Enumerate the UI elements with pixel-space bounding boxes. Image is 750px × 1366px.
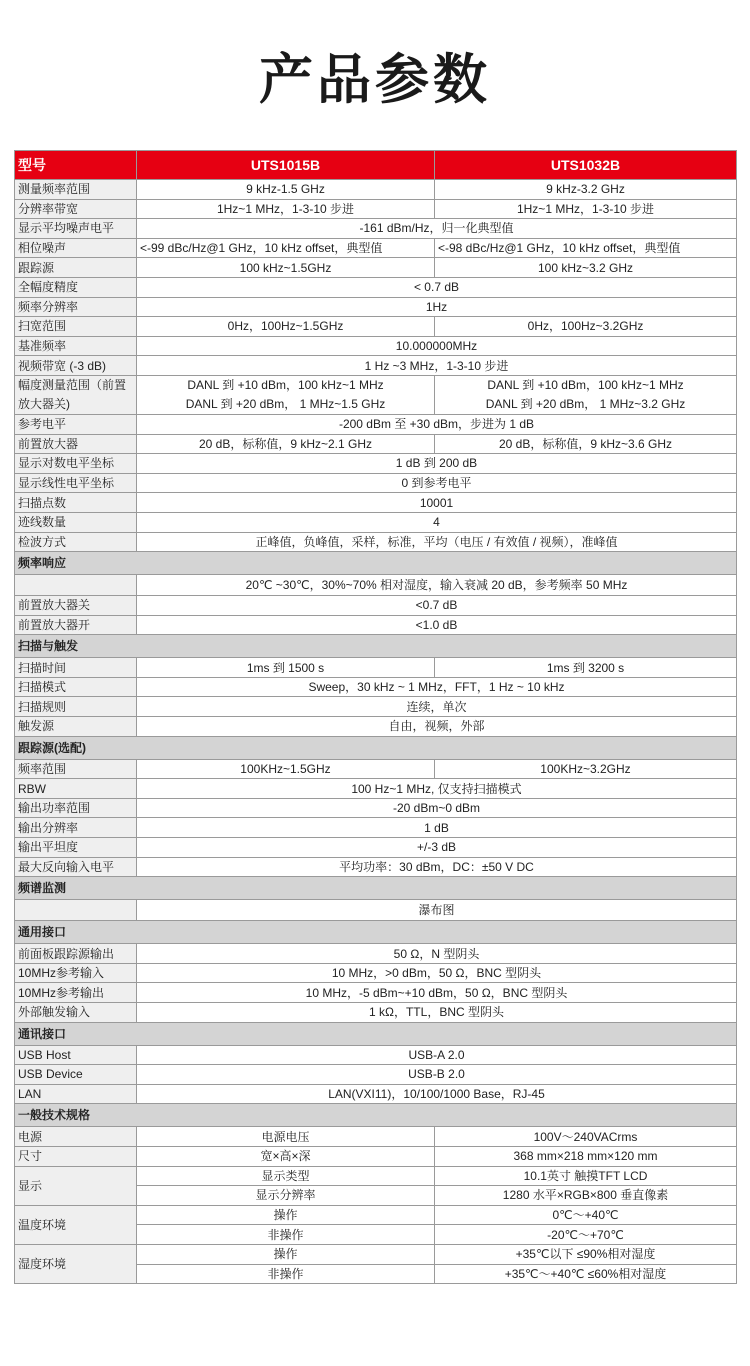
row-value: 1 dB: [137, 818, 737, 838]
table-row: [15, 199, 737, 219]
section-header-frequency-response: [15, 552, 737, 575]
row-value-uts1032b: 100 kHz~3.2 GHz: [435, 258, 737, 278]
row-label: [15, 575, 137, 596]
row-value: +/-3 dB: [137, 838, 737, 858]
row-value-uts1032b: 100KHz~3.2GHz: [435, 759, 737, 779]
row-value-uts1032b: 1Hz~1 MHz，1-3-10 步进: [435, 199, 737, 219]
row-value: 1 kΩ，TTL，BNC 型阴头: [137, 1003, 737, 1023]
table-row: [15, 779, 737, 799]
row-value: 10.000000MHz: [137, 336, 737, 356]
table-row: [15, 1003, 737, 1023]
table-header-row: [15, 151, 737, 180]
row-label: 输出分辨率: [15, 818, 137, 838]
row-label: 视频带宽 (-3 dB): [15, 356, 137, 376]
row-sublabel: 操作: [137, 1205, 435, 1225]
row-label: 测量频率范围: [15, 180, 137, 200]
section-title: 一般技术规格: [15, 1104, 737, 1127]
section-header-sweep-trigger: [15, 635, 737, 658]
row-label: 基准频率: [15, 336, 137, 356]
row-value-uts1032b: [435, 375, 737, 414]
header-model-label: 型号: [15, 151, 137, 180]
row-label: 外部触发输入: [15, 1003, 137, 1023]
row-value: 50 Ω，N 型阴头: [137, 944, 737, 964]
table-row: [15, 575, 737, 596]
row-label: 频率范围: [15, 759, 137, 779]
row-value-uts1015b: [137, 375, 435, 414]
spec-table: [14, 150, 737, 1284]
row-label: 最大反向输入电平: [15, 857, 137, 877]
row-sublabel: 宽×高×深: [137, 1146, 435, 1166]
table-row: [15, 336, 737, 356]
row-value: -200 dBm 至 +30 dBm，步进为 1 dB: [137, 414, 737, 434]
table-row: [15, 900, 737, 921]
row-label: 扫描点数: [15, 493, 137, 513]
row-label-line: 放大器关): [18, 396, 70, 411]
row-value: -20 dBm~0 dBm: [137, 798, 737, 818]
section-title: 频谱监测: [15, 877, 737, 900]
row-value: <0.7 dB: [137, 596, 737, 616]
section-header-spectrum-monitoring: [15, 877, 737, 900]
value-line: DANL 到 +10 dBm，100 kHz~1 MHz: [487, 377, 684, 392]
value-line: DANL 到 +10 dBm，100 kHz~1 MHz: [187, 377, 384, 392]
table-row: [15, 759, 737, 779]
row-value: Sweep，30 kHz ~ 1 MHz，FFT，1 Hz ~ 10 kHz: [137, 677, 737, 697]
row-value: -161 dBm/Hz，归一化典型值: [137, 219, 737, 239]
table-row: [15, 277, 737, 297]
value-line: DANL 到 +20 dBm， 1 MHz~3.2 GHz: [485, 396, 686, 411]
row-sublabel: 非操作: [137, 1225, 435, 1245]
table-row: [15, 1166, 737, 1186]
table-row: [15, 1065, 737, 1085]
header-model-uts1015b: UTS1015B: [137, 151, 435, 180]
table-row: [15, 658, 737, 678]
row-label: 前置放大器: [15, 434, 137, 454]
row-label: 迹线数量: [15, 512, 137, 532]
row-label: [15, 375, 137, 414]
row-value-uts1015b: 0Hz，100Hz~1.5GHz: [137, 317, 435, 337]
row-label: 扫描规则: [15, 697, 137, 717]
row-value: 100V～240VACrms: [435, 1127, 737, 1147]
table-row: [15, 677, 737, 697]
table-row: [15, 1244, 737, 1264]
row-label: 湿度环境: [15, 1244, 137, 1283]
section-header-general-specs: [15, 1104, 737, 1127]
table-row: [15, 356, 737, 376]
row-value: 正峰值，负峰值，采样，标准，平均（电压 / 有效值 / 视频），准峰值: [137, 532, 737, 552]
row-value-uts1032b: 1ms 到 3200 s: [435, 658, 737, 678]
table-row: [15, 454, 737, 474]
row-label: 频率分辨率: [15, 297, 137, 317]
table-row: [15, 512, 737, 532]
row-value-uts1015b: 100 kHz~1.5GHz: [137, 258, 435, 278]
row-label: 显示对数电平坐标: [15, 454, 137, 474]
row-value-uts1015b: <-99 dBc/Hz@1 GHz，10 kHz offset，典型值: [137, 238, 435, 258]
table-row: [15, 1045, 737, 1065]
table-row: [15, 717, 737, 737]
table-row: [15, 1084, 737, 1104]
table-row: [15, 818, 737, 838]
row-value: +35℃～+40℃ ≤60%相对湿度: [435, 1264, 737, 1284]
row-value: 平均功率：30 dBm，DC：±50 V DC: [137, 857, 737, 877]
table-row: [15, 258, 737, 278]
row-label: 检波方式: [15, 532, 137, 552]
table-row: [15, 838, 737, 858]
section-title: 扫描与触发: [15, 635, 737, 658]
table-row: [15, 434, 737, 454]
table-row: [15, 1127, 737, 1147]
row-value-uts1032b: <-98 dBc/Hz@1 GHz，10 kHz offset，典型值: [435, 238, 737, 258]
row-label: 扫描时间: [15, 658, 137, 678]
table-row: [15, 317, 737, 337]
row-value-uts1015b: 1Hz~1 MHz，1-3-10 步进: [137, 199, 435, 219]
row-value: <1.0 dB: [137, 615, 737, 635]
row-value-uts1032b: 9 kHz-3.2 GHz: [435, 180, 737, 200]
row-label: 电源: [15, 1127, 137, 1147]
row-value: 1 Hz ~3 MHz，1-3-10 步进: [137, 356, 737, 376]
row-value: 100 Hz~1 MHz, 仅支持扫描模式: [137, 779, 737, 799]
table-row: [15, 615, 737, 635]
table-row: [15, 473, 737, 493]
row-label: [15, 900, 137, 921]
section-header-tracking-source: [15, 736, 737, 759]
section-title: 跟踪源(选配): [15, 736, 737, 759]
row-label: 触发源: [15, 717, 137, 737]
row-value: 10 MHz，-5 dBm~+10 dBm，50 Ω，BNC 型阴头: [137, 983, 737, 1003]
row-label: RBW: [15, 779, 137, 799]
row-value-uts1015b: 1ms 到 1500 s: [137, 658, 435, 678]
table-row: [15, 983, 737, 1003]
table-row: [15, 219, 737, 239]
row-sublabel: 显示类型: [137, 1166, 435, 1186]
row-value: +35℃以下 ≤90%相对湿度: [435, 1244, 737, 1264]
section-title: 频率响应: [15, 552, 737, 575]
row-label: 显示线性电平坐标: [15, 473, 137, 493]
section-title: 通用接口: [15, 921, 737, 944]
table-row: [15, 963, 737, 983]
page-title: 产品参数: [259, 48, 491, 111]
row-label-line: 幅度测量范围（前置: [18, 377, 127, 392]
table-row: [15, 596, 737, 616]
row-label: 显示平均噪声电平: [15, 219, 137, 239]
row-value: 4: [137, 512, 737, 532]
row-label: 前置放大器关: [15, 596, 137, 616]
table-row: [15, 375, 737, 414]
row-label: 分辨率带宽: [15, 199, 137, 219]
row-value: 0 到参考电平: [137, 473, 737, 493]
row-value: LAN(VXI11)，10/100/1000 Base，RJ-45: [137, 1084, 737, 1104]
row-value: < 0.7 dB: [137, 277, 737, 297]
row-label: USB Device: [15, 1065, 137, 1085]
row-label: 显示: [15, 1166, 137, 1205]
row-label: 前面板跟踪源输出: [15, 944, 137, 964]
row-value-uts1032b: 0Hz，100Hz~3.2GHz: [435, 317, 737, 337]
table-row: [15, 857, 737, 877]
row-label: 10MHz参考输出: [15, 983, 137, 1003]
row-value: USB-B 2.0: [137, 1065, 737, 1085]
row-value: 1Hz: [137, 297, 737, 317]
table-row: [15, 532, 737, 552]
row-label: 相位噪声: [15, 238, 137, 258]
section-header-communication: [15, 1022, 737, 1045]
row-value: 1280 水平×RGB×800 垂直像素: [435, 1186, 737, 1206]
table-row: [15, 493, 737, 513]
section-header-general-interfaces: [15, 921, 737, 944]
row-label: 尺寸: [15, 1146, 137, 1166]
row-value-uts1015b: 20 dB，标称值，9 kHz~2.1 GHz: [137, 434, 435, 454]
table-row: [15, 297, 737, 317]
row-value: 10 MHz，>0 dBm，50 Ω，BNC 型阴头: [137, 963, 737, 983]
value-line: DANL 到 +20 dBm， 1 MHz~1.5 GHz: [185, 396, 386, 411]
row-label: 跟踪源: [15, 258, 137, 278]
row-label: 10MHz参考输入: [15, 963, 137, 983]
section-title: 通讯接口: [15, 1022, 737, 1045]
table-row: [15, 414, 737, 434]
row-value-uts1032b: 20 dB，标称值，9 kHz~3.6 GHz: [435, 434, 737, 454]
row-value: 10.1英寸 触摸TFT LCD: [435, 1166, 737, 1186]
row-value: 10001: [137, 493, 737, 513]
row-value: USB-A 2.0: [137, 1045, 737, 1065]
row-label: 扫描模式: [15, 677, 137, 697]
row-label: 输出平坦度: [15, 838, 137, 858]
row-sublabel: 操作: [137, 1244, 435, 1264]
row-label: 温度环境: [15, 1205, 137, 1244]
row-value: 368 mm×218 mm×120 mm: [435, 1146, 737, 1166]
row-value: 20℃ ~30℃，30%~70% 相对湿度，输入衰减 20 dB，参考频率 50 MHz: [137, 575, 737, 596]
table-row: [15, 697, 737, 717]
row-value: 连续，单次: [137, 697, 737, 717]
row-sublabel: 非操作: [137, 1264, 435, 1284]
row-value: 0℃～+40℃: [435, 1205, 737, 1225]
row-value: -20℃～+70℃: [435, 1225, 737, 1245]
row-label: 全幅度精度: [15, 277, 137, 297]
row-label: LAN: [15, 1084, 137, 1104]
table-row: [15, 944, 737, 964]
table-row: [15, 798, 737, 818]
row-sublabel: 显示分辨率: [137, 1186, 435, 1206]
row-value: 1 dB 到 200 dB: [137, 454, 737, 474]
row-value-uts1015b: 9 kHz-1.5 GHz: [137, 180, 435, 200]
table-row: [15, 238, 737, 258]
row-value: 自由，视频，外部: [137, 717, 737, 737]
row-label: 参考电平: [15, 414, 137, 434]
row-label: 输出功率范围: [15, 798, 137, 818]
row-label: 扫宽范围: [15, 317, 137, 337]
row-sublabel: 电源电压: [137, 1127, 435, 1147]
table-row: [15, 180, 737, 200]
row-value-uts1015b: 100KHz~1.5GHz: [137, 759, 435, 779]
table-row: [15, 1146, 737, 1166]
row-value: 瀑布图: [137, 900, 737, 921]
header-model-uts1032b: UTS1032B: [435, 151, 737, 180]
row-label: 前置放大器开: [15, 615, 137, 635]
table-row: [15, 1205, 737, 1225]
row-label: USB Host: [15, 1045, 137, 1065]
